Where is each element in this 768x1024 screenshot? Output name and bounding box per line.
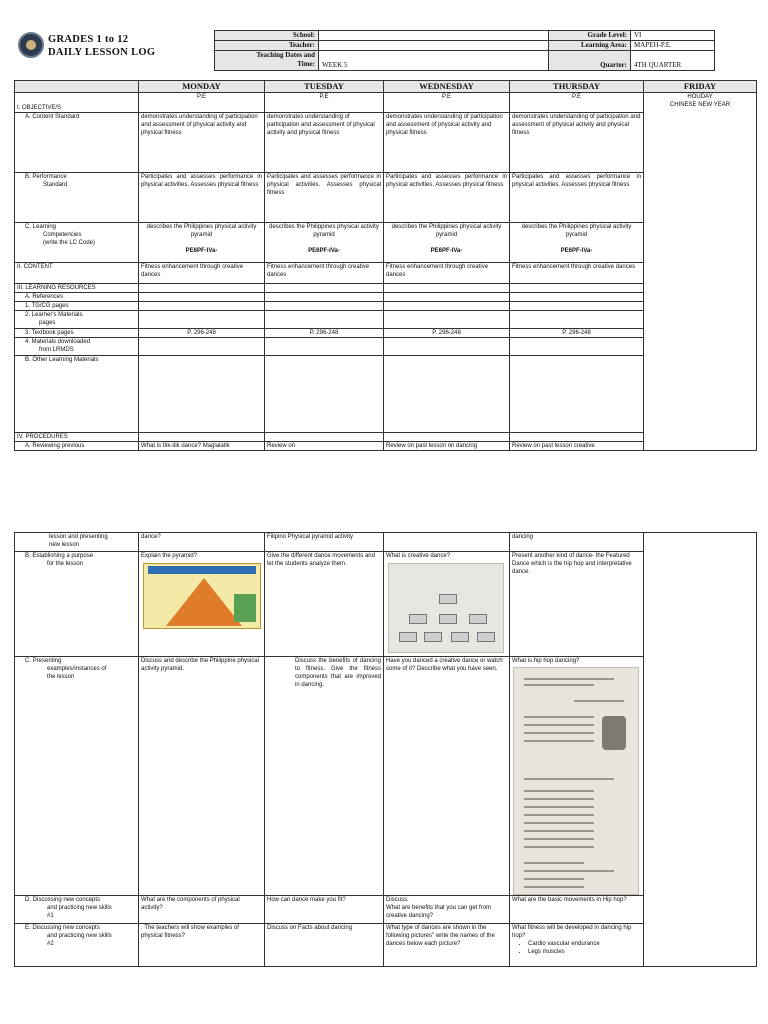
- procedures-mon: [139, 433, 265, 442]
- title-line-2: DAILY LESSON LOG: [48, 47, 156, 58]
- learning-competencies-label: [15, 223, 139, 263]
- lm-thu: [510, 311, 644, 329]
- lc-text-mon: describes the Philippines physical activity pyramid: [146, 224, 257, 238]
- friday-holiday-line1: HOUDAY: [687, 94, 713, 100]
- resources-wed: [384, 284, 510, 293]
- performance-standard-tue: Participates and assesses performance in physical activities. Assesses physical fitness: [265, 173, 384, 223]
- school-label: School:: [215, 31, 319, 41]
- subject-mon: P.E: [139, 93, 265, 113]
- lm-label-2: pages: [39, 320, 56, 326]
- procedures-tue: [265, 433, 384, 442]
- continuation-label-2: new lesson: [49, 542, 80, 548]
- disc2-tue: Discuss on Facts about dancing: [265, 924, 384, 967]
- disc2-thu-bullets: [512, 940, 641, 956]
- references-thu: [510, 293, 644, 302]
- discussing-concepts-2-label: [15, 924, 139, 967]
- teaching-dates-label-line1: Teaching Dates and: [256, 51, 315, 59]
- disc2-label-1: E. Discussing new concepts: [25, 925, 100, 931]
- tg-pages-label: 1. TG/CG pages: [15, 302, 139, 311]
- resources-thu: [510, 284, 644, 293]
- lc-code-mon: PE6PF-IVa-: [185, 248, 218, 254]
- continuation-tue: Filipino Physical pyramid activity: [265, 533, 384, 552]
- disc1-thu: What are the basic movements in Hip hop?: [510, 896, 644, 924]
- day-header-monday: MONDAY: [139, 81, 265, 93]
- disc2-mon: . The teachers will show examples of physical fitness?: [139, 924, 265, 967]
- teacher-label: Teacher:: [215, 41, 319, 51]
- establishing-purpose-label: [15, 552, 139, 657]
- teaching-dates-label-line2: Time:: [297, 60, 315, 68]
- content-label: II. CONTENT: [15, 263, 139, 284]
- lc-text-wed: describes the Philippines physical activity pyramid: [391, 224, 502, 238]
- document-title: [48, 33, 155, 59]
- content-standard-tue: demonstrates understanding of participation and assessment of physical activity and physical fitness: [265, 113, 384, 173]
- continuation-label-1: lesson and presenting: [49, 534, 108, 540]
- lrmds-label-2: from LRMDS: [39, 347, 74, 353]
- references-label: A. References: [15, 293, 139, 302]
- other-thu: [510, 356, 644, 433]
- other-mon: [139, 356, 265, 433]
- textbook-thu: P. 296-248: [510, 329, 644, 338]
- lm-mon: [139, 311, 265, 329]
- disc1-wed-line1: Discuss:: [386, 897, 409, 903]
- disc2-thu-text: What fitness will be developed in dancing hip hop?: [512, 925, 632, 939]
- tg-wed: [384, 302, 510, 311]
- school-value: [319, 31, 549, 41]
- lc-mon: [139, 223, 265, 263]
- performance-standard-label: [15, 173, 139, 223]
- lrmds-tue: [265, 338, 384, 356]
- content-standard-wed: demonstrates understanding of participation and assessment of physical activity and physical fitness: [384, 113, 510, 173]
- present-thu: [510, 657, 644, 896]
- present-wed: Have you danced a creative dance or watch some of it? Describe what you have seen.: [384, 657, 510, 896]
- textbook-mon: P. 296-248: [139, 329, 265, 338]
- disc2-label-2: and practicing new skills: [47, 933, 112, 939]
- learning-area-value: MAPEH-P.E.: [631, 41, 715, 51]
- review-mon: What is Itik-itik dance? Magla​latik: [139, 442, 265, 451]
- disc1-wed-line2: What are benefits that you can get from creative dancing?: [386, 905, 492, 919]
- other-tue: [265, 356, 384, 433]
- disc1-label-1: D. Discussing new concepts: [25, 897, 101, 903]
- lesson-log-table-page1: [14, 80, 757, 451]
- disc1-tue: How can dance make you fit?: [265, 896, 384, 924]
- lc-tue: [265, 223, 384, 263]
- procedures-label: IV. PROCEDURES: [15, 433, 139, 442]
- textbook-wed: P. 296-248: [384, 329, 510, 338]
- bullet-item: • Cardio vascular endurance: [528, 940, 641, 948]
- day-header-friday: FRIDAY: [644, 81, 757, 93]
- disc1-wed: [384, 896, 510, 924]
- friday-holiday-cell: [644, 93, 757, 451]
- performance-standard-label-1: B. Performance: [25, 174, 67, 180]
- purpose-label-2: for the lesson: [47, 561, 84, 567]
- tg-tue: [265, 302, 384, 311]
- lrmds-thu: [510, 338, 644, 356]
- resources-tue: [265, 284, 384, 293]
- day-header-wednesday: WEDNESDAY: [384, 81, 510, 93]
- lc-label-3: (write the LC Code): [43, 240, 96, 246]
- lrmds-wed: [384, 338, 510, 356]
- performance-standard-thu: Participates and assesses performance in physical activities. Assesses physical fitness: [510, 173, 644, 223]
- lc-text-thu: describes the Philippines physical activity pyramid: [521, 224, 632, 238]
- procedures-wed: [384, 433, 510, 442]
- content-thu: Fitness enhancement through creative dances: [510, 263, 644, 284]
- lc-label-1: C. Learning: [25, 224, 57, 230]
- lc-code-thu: PE6PF-IVa-: [560, 248, 593, 254]
- objectives-label: I. OBJECTIVE/S: [15, 93, 139, 113]
- subject-thu: P.E: [510, 93, 644, 113]
- disc1-label-2: and practicing new skills: [47, 905, 112, 911]
- lc-text-tue: describes the Philippines physical activity pyramid: [269, 224, 379, 238]
- lm-label-1: 2. Learner's Materials: [25, 312, 83, 318]
- pyramid-activity-guide-image: [143, 563, 261, 629]
- other-wed: [384, 356, 510, 433]
- textbook-tue: P. 296-248: [265, 329, 384, 338]
- purpose-mon: [139, 552, 265, 657]
- present-label-1: C. Presenting: [25, 658, 62, 664]
- lc-label-2: Competencies: [43, 232, 82, 238]
- purpose-label-1: B. Establishing a purpose: [25, 553, 94, 559]
- purpose-wed-text: What is creative dance?: [386, 553, 451, 559]
- lc-wed: [384, 223, 510, 263]
- continuation-label: [15, 533, 139, 552]
- references-mon: [139, 293, 265, 302]
- content-wed: Fitness enhancement through creative dances: [384, 263, 510, 284]
- tg-mon: [139, 302, 265, 311]
- disc2-thu: [510, 924, 644, 967]
- subject-wed: P.E: [384, 93, 510, 113]
- lrmds-label-1: 4. Materials downloaded: [25, 339, 91, 345]
- continuation-mon: dance?: [139, 533, 265, 552]
- lc-code-tue: PE6PF-IVa-: [308, 248, 340, 254]
- corner-cell: [15, 81, 139, 93]
- purpose-thu: Present another kind of dance- the Featured Dance which is the hip hop and interpretative dance.: [510, 552, 644, 657]
- reviewing-previous-label: A. Reviewing previous: [15, 442, 139, 451]
- subject-tue: P.E: [265, 93, 384, 113]
- review-thu: Review on past lesson creative: [510, 442, 644, 451]
- learning-resources-label: III. LEARNING RESOURCES: [15, 284, 139, 293]
- grade-level-value: VI: [631, 31, 715, 41]
- presenting-examples-label: [15, 657, 139, 896]
- lc-thu: [510, 223, 644, 263]
- content-standard-label: A. Content Standard: [15, 113, 139, 173]
- continuation-thu: dancing: [510, 533, 644, 552]
- friday-cell-page2: [644, 533, 757, 967]
- lrmds-mon: [139, 338, 265, 356]
- teacher-value: [319, 41, 549, 51]
- quarter-value: 4TH QUARTER: [631, 51, 715, 71]
- review-wed: Review on past lesson on dancing: [384, 442, 510, 451]
- performance-standard-label-2: Standard: [43, 182, 68, 188]
- other-materials-label: B. Other Learning Materials: [15, 356, 139, 433]
- continuation-wed: [384, 533, 510, 552]
- day-header-thursday: THURSDAY: [510, 81, 644, 93]
- lc-code-wed: PE6PF-IVa-: [430, 248, 463, 254]
- teaching-dates-label: [215, 51, 319, 71]
- performance-standard-mon: Participates and assesses performance in physical activities. Assesses physical fitness: [139, 173, 265, 223]
- learning-area-label: Learning Area:: [549, 41, 631, 51]
- review-tue: Review on: [265, 442, 384, 451]
- content-mon: Fitness enhancement through creative dances: [139, 263, 265, 284]
- day-header-tuesday: TUESDAY: [265, 81, 384, 93]
- purpose-wed: [384, 552, 510, 657]
- teaching-dates-value: WEEK 5: [319, 51, 549, 71]
- featured-dance-hiphop-image: [513, 667, 639, 895]
- title-line-1: GRADES 1 to 12: [48, 34, 129, 45]
- references-wed: [384, 293, 510, 302]
- present-mon: Discuss and describe the Philippine physical activity pyramid.: [139, 657, 265, 896]
- disc2-label-3: #2: [47, 941, 54, 947]
- references-tue: [265, 293, 384, 302]
- bullet-item: • Legs muscles: [528, 948, 641, 956]
- performance-standard-wed: Participates and assesses performance in physical activities. Assesses physical fitness: [384, 173, 510, 223]
- lm-wed: [384, 311, 510, 329]
- lm-pages-label: [15, 311, 139, 329]
- quarter-label: Quarter:: [549, 51, 631, 71]
- present-label-2: examples/instances of: [47, 666, 107, 672]
- textbook-pages-label: 3. Textbook pages: [15, 329, 139, 338]
- content-standard-mon: demonstrates understanding of participation and assessment of physical activity and physical fitness: [139, 113, 265, 173]
- disc1-mon: What are the components of physical activity?: [139, 896, 265, 924]
- lm-tue: [265, 311, 384, 329]
- present-tue: Discuss the benefits of dancing to fitness. Give the fitness components that are improved in dancing.: [265, 657, 384, 896]
- lrmds-label: [15, 338, 139, 356]
- deped-seal-logo: [18, 32, 44, 58]
- tg-thu: [510, 302, 644, 311]
- resources-mon: [139, 284, 265, 293]
- disc1-label-3: #1: [47, 913, 54, 919]
- procedures-thu: [510, 433, 644, 442]
- purpose-mon-text: Explain the pyramid?: [141, 553, 198, 559]
- header-info-table: [214, 30, 715, 71]
- lesson-log-table-page2: [14, 532, 757, 967]
- content-standard-thu: demonstrates understanding of participation and assessment of physical activity and physical fitness: [510, 113, 644, 173]
- present-thu-text: What is hip hop dancing?: [512, 658, 580, 664]
- content-tue: Fitness enhancement through creative dances: [265, 263, 384, 284]
- present-label-3: the lesson: [47, 674, 75, 680]
- grade-level-label: Grade Level:: [549, 31, 631, 41]
- friday-holiday-line2: CHINESE NEW YEAR: [669, 102, 731, 108]
- disc2-wed: What type of dances are shown in the following pictures" write the names of the dances below each picture?: [384, 924, 510, 967]
- purpose-tue: Give the different dance movements and let the students analyze them.: [265, 552, 384, 657]
- creative-dance-chart-image: [388, 563, 504, 653]
- discussing-concepts-1-label: [15, 896, 139, 924]
